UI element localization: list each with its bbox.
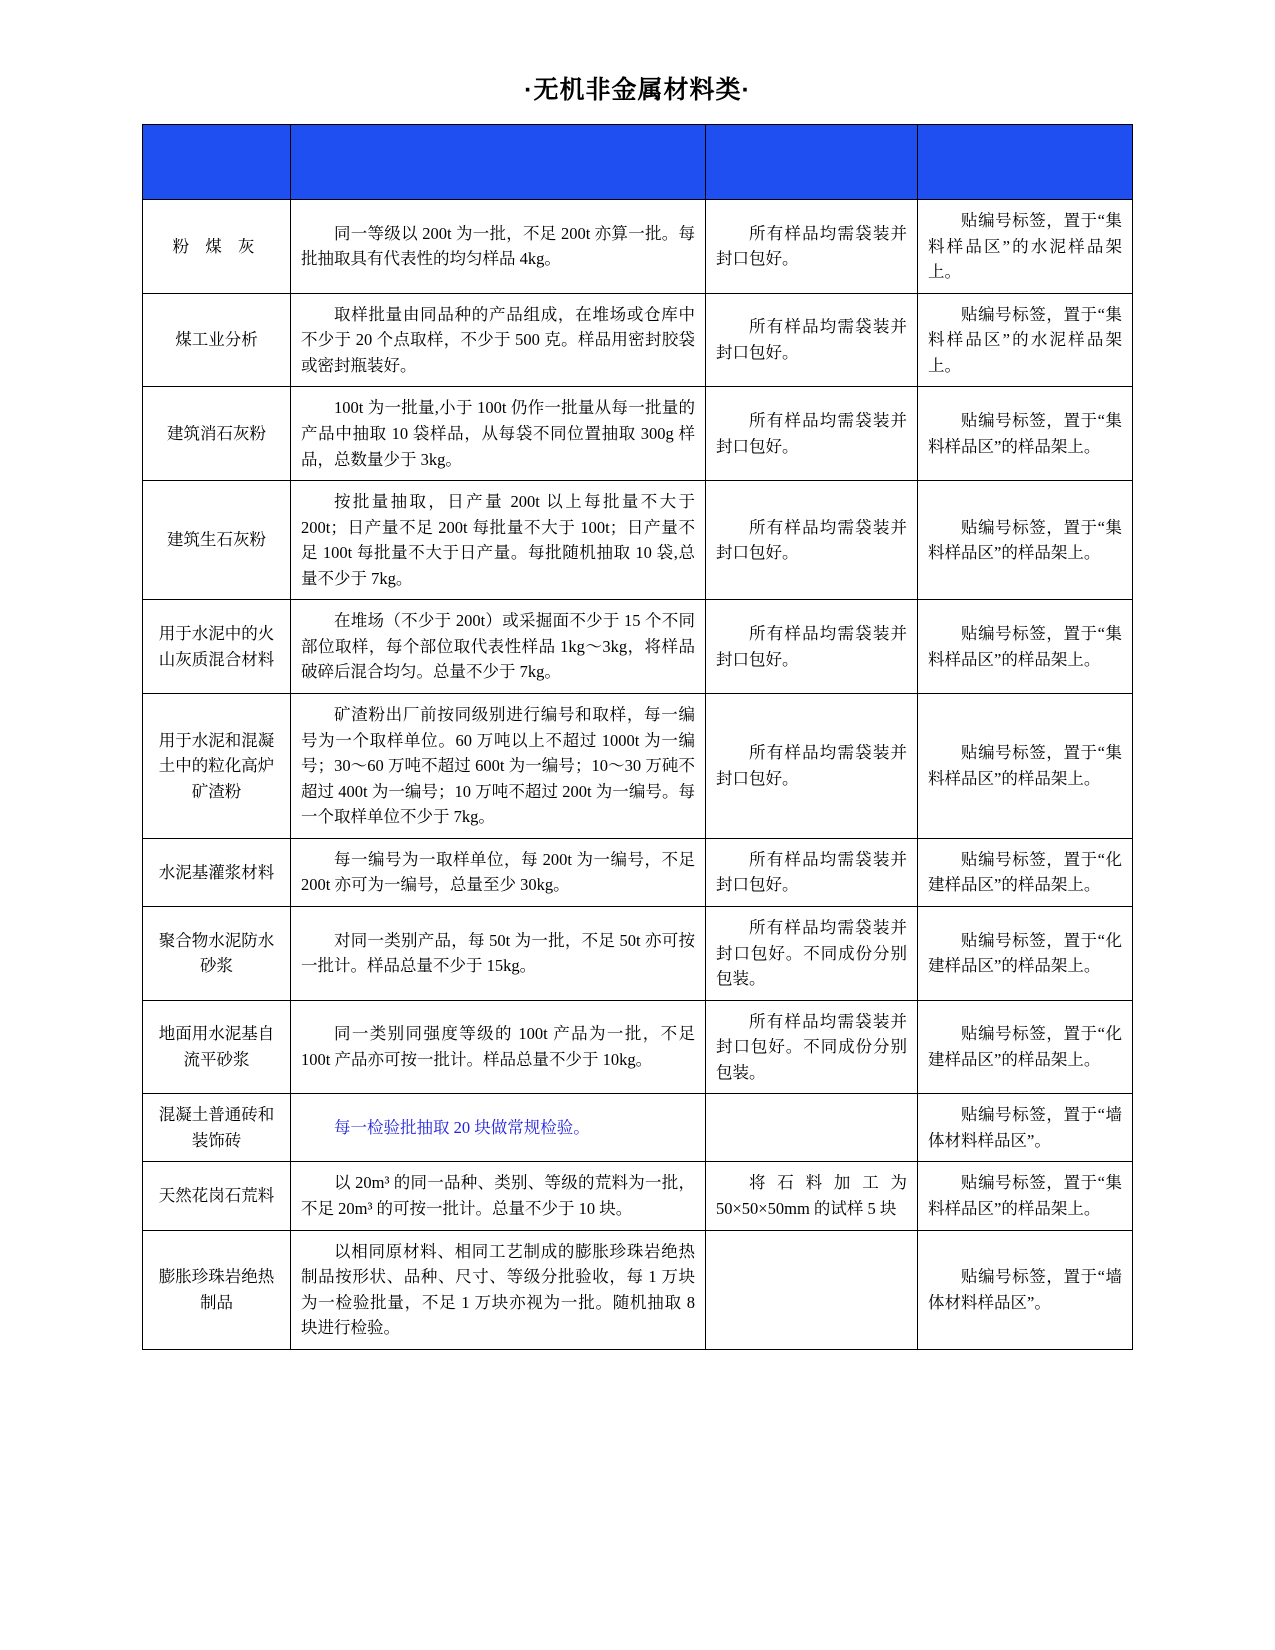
material-name <box>143 200 291 294</box>
header-cell-storage <box>918 125 1133 200</box>
sampling-description: 在堆场（不少于 200t）或采掘面不少于 15 个不同部位取样，每个部位取代表性样品 1kg～3kg，将样品破碎后混合均匀。总量不少于 7kg。 <box>291 600 706 694</box>
sampling-description: 100t 为一批量,小于 100t 仍作一批量从每一批量的产品中抽取 10 袋样品，从每袋不同位置抽取 300g 样品，总数量少于 3kg。 <box>291 387 706 481</box>
packing-requirement: 所有样品均需袋装并封口包好。 <box>706 200 918 294</box>
material-name: 建筑消石灰粉 <box>143 387 291 481</box>
table-header-row <box>143 125 1133 200</box>
table-row <box>143 1230 1133 1349</box>
storage-requirement: 贴编号标签，置于“化建样品区”的样品架上。 <box>918 906 1133 1000</box>
header-cell-sampling <box>291 125 706 200</box>
table-row <box>143 694 1133 839</box>
storage-requirement: 贴编号标签，置于“集料样品区”的水泥样品架上。 <box>918 200 1133 294</box>
table-row <box>143 200 1133 294</box>
page-title: ·无机非金属材料类· <box>524 76 751 104</box>
material-name: 膨胀珍珠岩绝热制品 <box>143 1230 291 1349</box>
sampling-description: 每一检验批抽取 20 块做常规检验。 <box>291 1094 706 1162</box>
sampling-requirements-table <box>142 124 1133 1350</box>
storage-requirement: 贴编号标签，置于“集料样品区”的样品架上。 <box>918 694 1133 839</box>
packing-requirement: 所有样品均需袋装并封口包好。 <box>706 838 918 906</box>
material-name: 水泥基灌浆材料 <box>143 838 291 906</box>
packing-requirement <box>706 1094 918 1162</box>
table-header <box>143 125 1133 200</box>
material-name: 用于水泥中的火山灰质混合材料 <box>143 600 291 694</box>
table-row <box>143 906 1133 1000</box>
table-row <box>143 387 1133 481</box>
storage-requirement: 贴编号标签，置于“集料样品区”的样品架上。 <box>918 600 1133 694</box>
packing-requirement: 所有样品均需袋装并封口包好。不同成份分别包装。 <box>706 1000 918 1094</box>
material-name: 聚合物水泥防水砂浆 <box>143 906 291 1000</box>
material-name: 天然花岗石荒料 <box>143 1162 291 1230</box>
sampling-description: 矿渣粉出厂前按同级别进行编号和取样，每一编号为一个取样单位。60 万吨以上不超过 1000t 为一编号；30～60 万吨不超过 600t 为一编号；10～30 万砘不超过 400t 为一编号；10 万吨不超过 200t 为一编号。每一个取样单位不少于 7kg。 <box>291 694 706 839</box>
table-row <box>143 1000 1133 1094</box>
storage-requirement: 贴编号标签，置于“集料样品区”的水泥样品架上。 <box>918 293 1133 387</box>
table-row <box>143 1094 1133 1162</box>
sampling-description: 同一类别同强度等级的 100t 产品为一批，不足 100t 产品亦可按一批计。样品总量不少于 10kg。 <box>291 1000 706 1094</box>
table-row <box>143 481 1133 600</box>
packing-requirement: 将石料加工为 50×50×50mm 的试样 5 块 <box>706 1162 918 1230</box>
sampling-description: 按批量抽取，日产量 200t 以上每批量不大于 200t；日产量不足 200t 每批量不大于 100t；日产量不足 100t 每批量不大于日产量。每批随机抽取 10 袋,总量不少于 7kg。 <box>291 481 706 600</box>
material-name: 地面用水泥基自流平砂浆 <box>143 1000 291 1094</box>
storage-requirement: 贴编号标签，置于“集料样品区”的样品架上。 <box>918 387 1133 481</box>
storage-requirement: 贴编号标签，置于“墙体材料样品区”。 <box>918 1230 1133 1349</box>
packing-requirement: 所有样品均需袋装并封口包好。不同成份分别包装。 <box>706 906 918 1000</box>
storage-requirement: 贴编号标签，置于“集料样品区”的样品架上。 <box>918 481 1133 600</box>
storage-requirement: 贴编号标签，置于“墙体材料样品区”。 <box>918 1094 1133 1162</box>
sampling-description: 对同一类别产品，每 50t 为一批，不足 50t 亦可按一批计。样品总量不少于 15kg。 <box>291 906 706 1000</box>
packing-requirement: 所有样品均需袋装并封口包好。 <box>706 387 918 481</box>
packing-requirement: 所有样品均需袋装并封口包好。 <box>706 481 918 600</box>
packing-requirement: 所有样品均需袋装并封口包好。 <box>706 694 918 839</box>
table-row <box>143 293 1133 387</box>
material-name: 建筑生石灰粉 <box>143 481 291 600</box>
table-row <box>143 1162 1133 1230</box>
material-name: 煤工业分析 <box>143 293 291 387</box>
packing-requirement <box>706 1230 918 1349</box>
storage-requirement: 贴编号标签，置于“集料样品区”的样品架上。 <box>918 1162 1133 1230</box>
header-cell-material <box>143 125 291 200</box>
table-body <box>143 200 1133 1350</box>
table-row <box>143 600 1133 694</box>
material-name-text: 粉 煤 灰 <box>172 236 261 256</box>
storage-requirement: 贴编号标签，置于“化建样品区”的样品架上。 <box>918 838 1133 906</box>
material-name: 用于水泥和混凝土中的粒化高炉矿渣粉 <box>143 694 291 839</box>
packing-requirement: 所有样品均需袋装并封口包好。 <box>706 293 918 387</box>
sampling-description: 同一等级以 200t 为一批，不足 200t 亦算一批。每批抽取具有代表性的均匀样品 4kg。 <box>291 200 706 294</box>
storage-requirement: 贴编号标签，置于“化建样品区”的样品架上。 <box>918 1000 1133 1094</box>
material-name: 混凝土普通砖和装饰砖 <box>143 1094 291 1162</box>
sampling-description: 取样批量由同品种的产品组成，在堆场或仓库中不少于 20 个点取样，不少于 500 克。样品用密封胶袋或密封瓶装好。 <box>291 293 706 387</box>
sampling-description: 以 20m³ 的同一品种、类别、等级的荒料为一批，不足 20m³ 的可按一批计。总量不少于 10 块。 <box>291 1162 706 1230</box>
header-cell-packing <box>706 125 918 200</box>
sampling-description: 以相同原材料、相同工艺制成的膨胀珍珠岩绝热制品按形状、品种、尺寸、等级分批验收，每 1 万块为一检验批量，不足 1 万块亦视为一批。随机抽取 8 块进行检验。 <box>291 1230 706 1349</box>
sampling-description: 每一编号为一取样单位，每 200t 为一编号，不足 200t 亦可为一编号，总量至少 30kg。 <box>291 838 706 906</box>
table-row <box>143 838 1133 906</box>
packing-requirement: 所有样品均需袋装并封口包好。 <box>706 600 918 694</box>
